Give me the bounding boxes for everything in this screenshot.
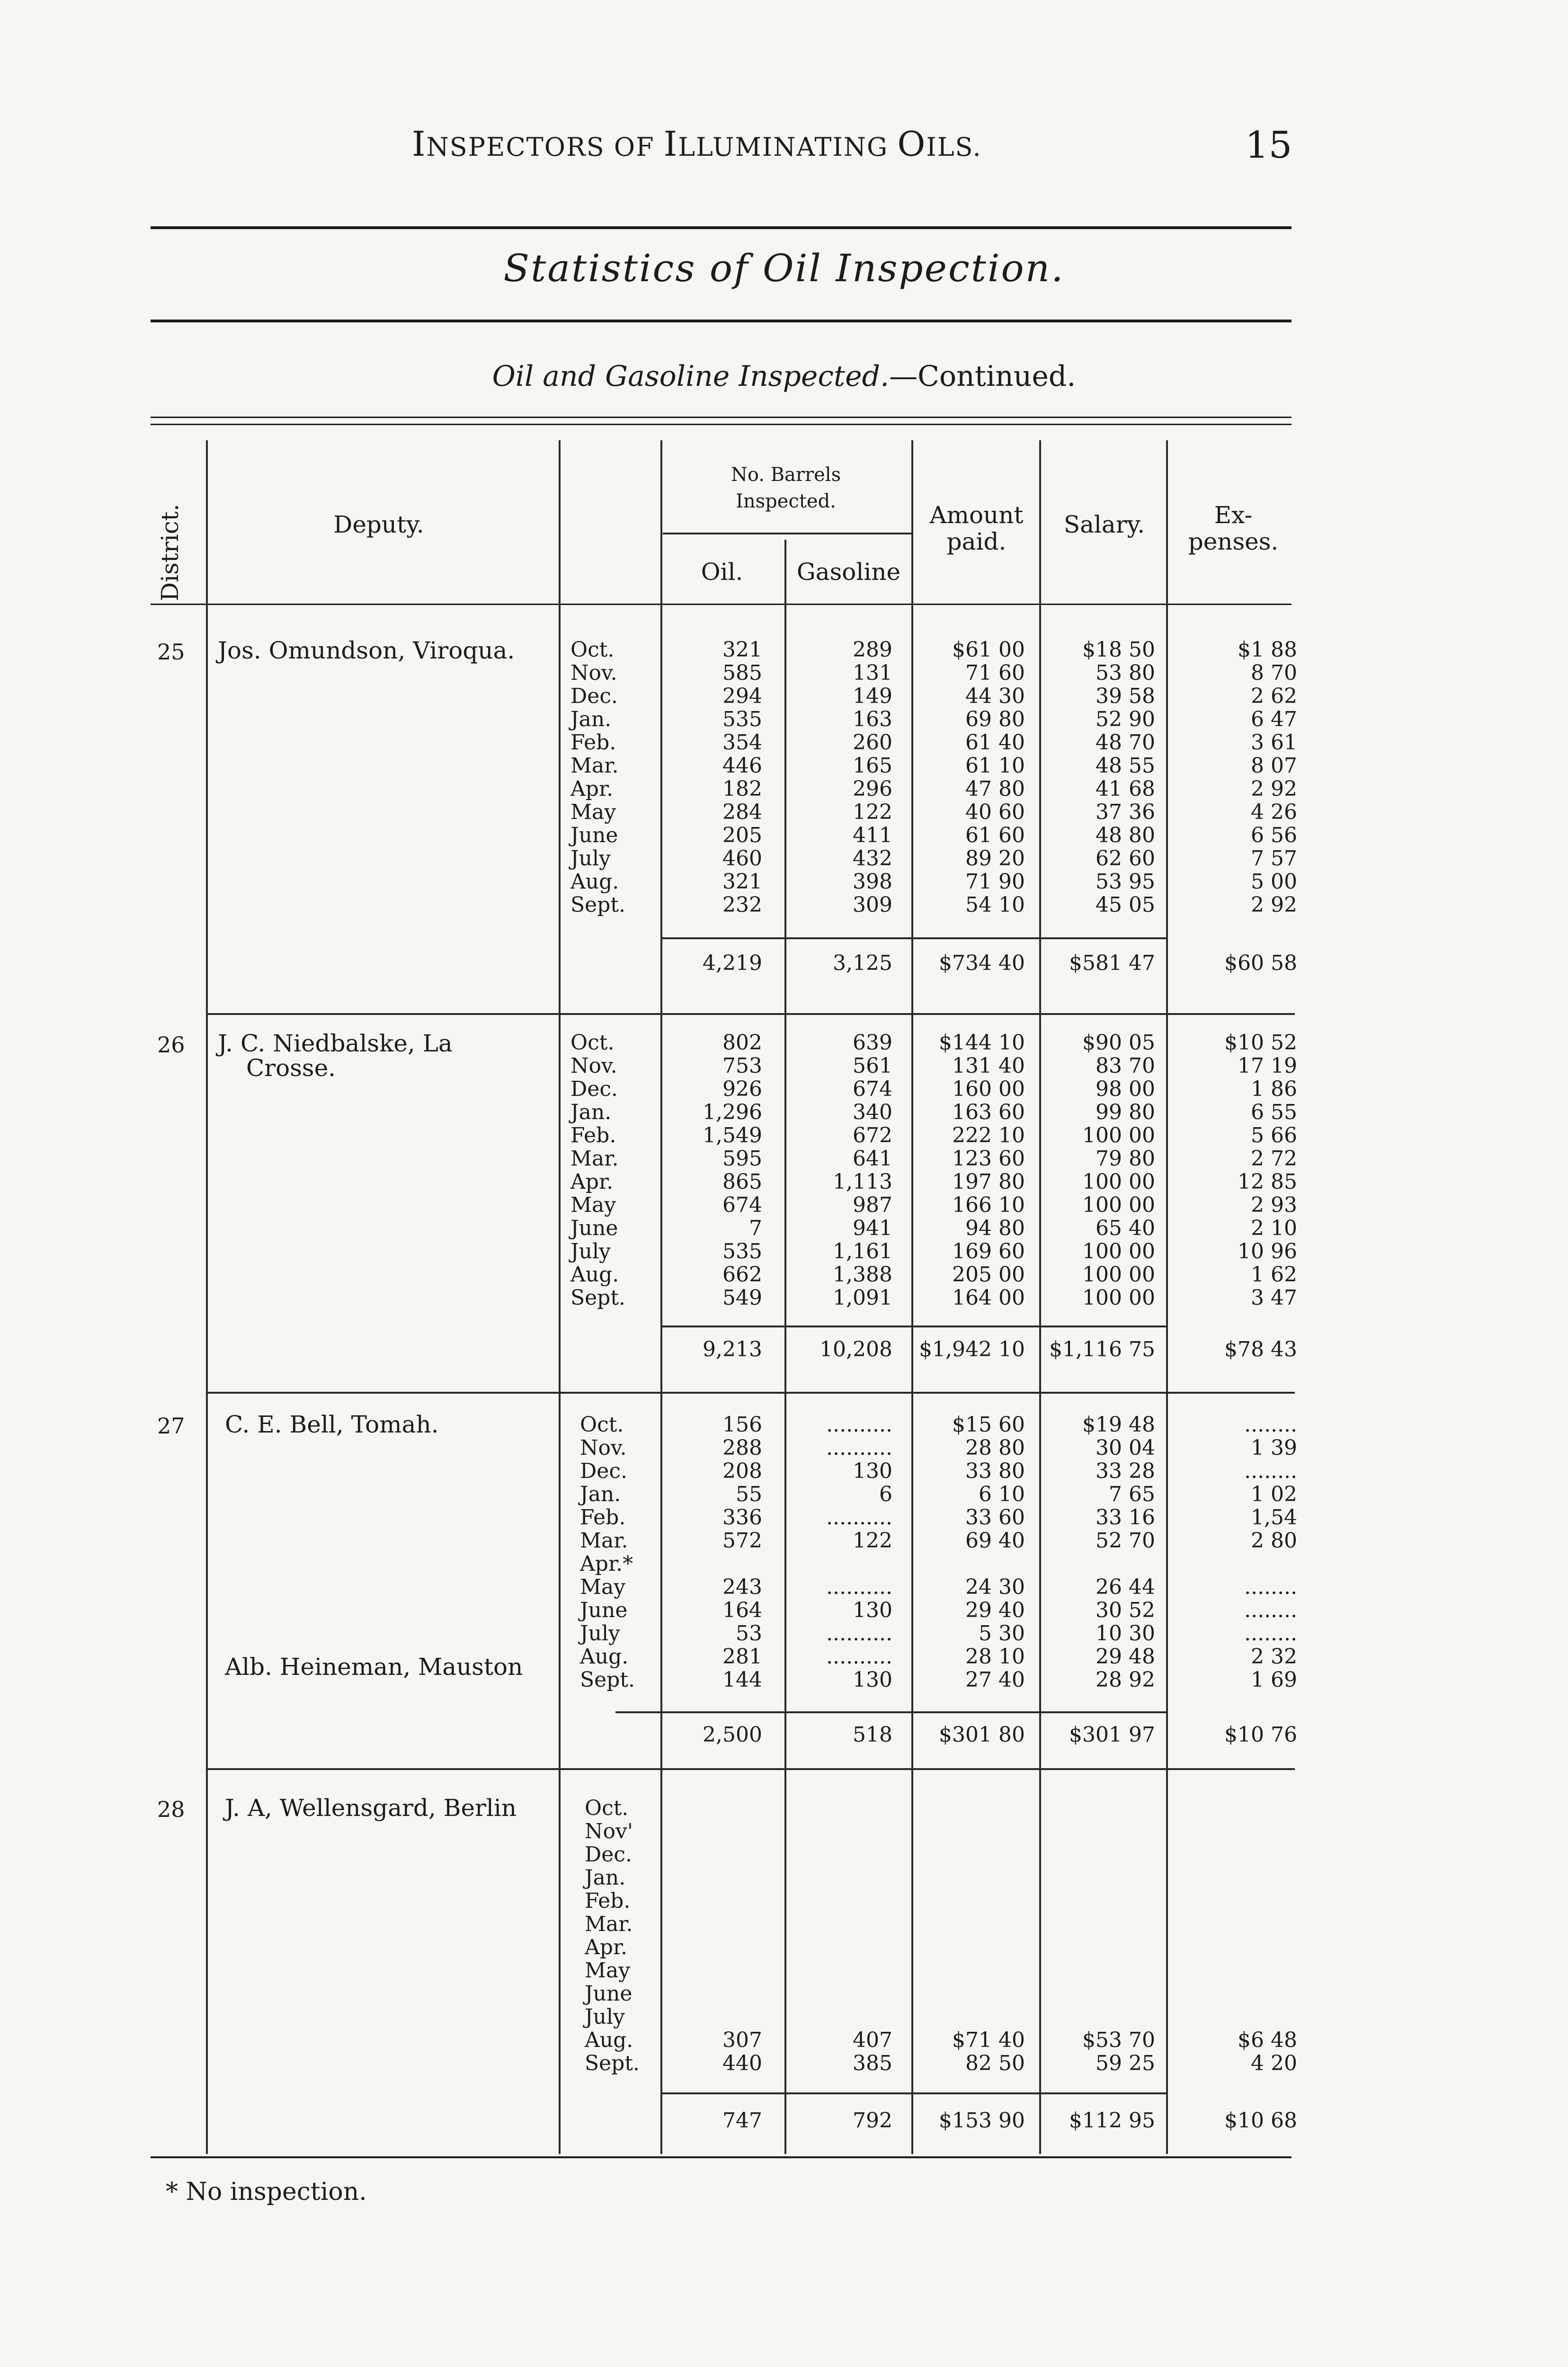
- deputy-header: Deputy.: [333, 511, 424, 538]
- amount-values: $15 60 28 80 33 80 6 10 33 60 69 40 24 30 29 40 5 30 28 10 27 40: [952, 1413, 1025, 1692]
- total-oil: 4,219: [703, 951, 762, 975]
- col-rule-deputy: [559, 440, 561, 2154]
- total-oil: 2,500: [703, 1723, 762, 1747]
- total-salary: $301 97: [1069, 1723, 1155, 1747]
- subtotal-rule: [660, 1326, 1167, 1327]
- gasoline-values: .......... .......... 130 6 .......... 122 .......... 130 .......... .......... 130: [826, 1413, 892, 1692]
- total-gasoline: 518: [853, 1723, 892, 1747]
- salary-values: $19 48 30 04 33 28 7 65 33 16 52 70 26 44 30 52 10 30 29 48 28 92: [1082, 1413, 1155, 1692]
- month-list: Oct. Nov. Dec. Jan. Feb. Mar. Apr. May June July Aug. Sept.: [570, 1031, 626, 1310]
- oil-values: 156 288 208 55 336 572 243 164 53 281 144: [722, 1413, 762, 1692]
- oil-values: 307 440: [722, 2028, 762, 2075]
- col-rule-district: [206, 440, 208, 2154]
- deputy-name: C. E. Bell, Tomah.: [225, 1411, 439, 1438]
- gasoline-values: 407 385: [853, 2028, 892, 2075]
- oil-values: 802 753 926 1,296 1,549 595 865 674 7 535 662 549: [703, 1031, 762, 1310]
- total-salary: $112 95: [1069, 2109, 1155, 2133]
- salary-values: $90 05 83 70 98 00 99 80 100 00 79 80 100 00 100 00 65 40 100 00 100 00 100 00: [1082, 1031, 1155, 1310]
- deputy-name: Jos. Omundson, Viroqua.: [218, 637, 515, 664]
- district-separator: [206, 1392, 1295, 1394]
- district-number: 27: [157, 1413, 185, 1439]
- salary-header: Salary.: [1063, 511, 1145, 538]
- col-rule-month: [660, 440, 662, 2154]
- total-expenses: $78 43: [1224, 1337, 1297, 1361]
- salary-values: $18 50 53 80 39 58 52 90 48 70 48 55 41 68 37 36 48 80 62 60 53 95 45 05: [1082, 638, 1155, 917]
- gasoline-values: 289 131 149 163 260 165 296 122 411 432 398 309: [853, 638, 892, 917]
- amount-values: $71 40 82 50: [952, 2028, 1025, 2075]
- total-oil: 9,213: [703, 1337, 762, 1361]
- table-top-rule: [151, 417, 1292, 418]
- amount-values: $144 10 131 40 160 00 163 60 222 10 123 60 197 80 166 10 94 80 169 60 205 00 164 00: [939, 1031, 1025, 1310]
- total-gasoline: 3,125: [833, 951, 892, 975]
- district-number: 28: [157, 1797, 185, 1822]
- total-expenses: $10 76: [1224, 1723, 1297, 1747]
- header-bottom-rule: [151, 604, 1292, 605]
- expenses-values: $6 48 4 20: [1238, 2028, 1297, 2075]
- salary-values: $53 70 59 25: [1082, 2028, 1155, 2075]
- month-list: Oct. Nov' Dec. Jan. Feb. Mar. Apr. May June July Aug. Sept.: [585, 1796, 640, 2075]
- district-separator: [206, 1768, 1295, 1770]
- table-subtitle: Oil and Gasoline Inspected.—Continued.: [492, 360, 1076, 393]
- expenses-values: $10 52 17 19 1 86 6 55 5 66 2 72 12 85 2 93 2 10 10 96 1 62 3 47: [1224, 1031, 1297, 1310]
- deputy-name: J. C. Niedbalske, La: [218, 1030, 453, 1057]
- subtotal-rule: [660, 2092, 1167, 2094]
- footnote: * No inspection.: [166, 2178, 367, 2206]
- title-rule: [151, 320, 1292, 322]
- subtotal-rule: [615, 1711, 1167, 1713]
- amount-header: Amount paid.: [929, 501, 1024, 555]
- amount-values: $61 00 71 60 44 30 69 80 61 40 61 10 47 80 40 60 61 60 89 20 71 90 54 10: [952, 638, 1025, 917]
- deputy-name-cont: Crosse.: [246, 1054, 336, 1082]
- oil-values: 321 585 294 535 354 446 182 284 205 460 321 232: [722, 638, 762, 917]
- deputy-name: J. A, Wellensgard, Berlin: [225, 1794, 517, 1822]
- month-list: Oct. Nov. Dec. Jan. Feb. Mar. Apr.* May June July Aug. Sept.: [580, 1413, 635, 1692]
- oil-header: Oil.: [701, 558, 743, 586]
- total-amount: $734 40: [939, 951, 1025, 975]
- deputy-name-second: Alb. Heineman, Mauston: [225, 1653, 523, 1681]
- expenses-values: $1 88 8 70 2 62 6 47 3 61 8 07 2 92 4 26 6 56 7 57 5 00 2 92: [1238, 638, 1297, 917]
- district-separator: [206, 1013, 1295, 1015]
- district-number: 25: [157, 639, 185, 665]
- total-amount: $153 90: [939, 2109, 1025, 2133]
- table-top-rule-2: [151, 424, 1292, 425]
- expenses-header: Ex- penses.: [1188, 501, 1279, 555]
- col-rule-amount: [1039, 440, 1041, 2154]
- district-header: District.: [156, 504, 184, 601]
- running-head: INSPECTORS OF ILLUMINATING OILS.: [412, 124, 982, 164]
- barrels-header: No. Barrels Inspected.: [731, 464, 841, 512]
- top-rule: [151, 226, 1292, 229]
- barrels-divider: [663, 533, 911, 534]
- gasoline-values: 639 561 674 340 672 641 1,113 987 941 1,161 1,388 1,091: [833, 1031, 892, 1310]
- district-number: 26: [157, 1032, 185, 1058]
- total-salary: $581 47: [1069, 951, 1155, 975]
- total-expenses: $60 58: [1224, 951, 1297, 975]
- col-rule-gasoline: [911, 440, 913, 2154]
- col-rule-salary: [1166, 440, 1168, 2154]
- total-amount: $1,942 10: [919, 1337, 1025, 1361]
- subtotal-rule: [660, 937, 1167, 939]
- expenses-values: ........ 1 39 ........ 1 02 1,54 2 80 ........ ........ ........ 2 32 1 69: [1244, 1413, 1297, 1692]
- month-list: Oct. Nov. Dec. Jan. Feb. Mar. Apr. May June July Aug. Sept.: [570, 638, 626, 917]
- total-salary: $1,116 75: [1049, 1337, 1155, 1361]
- gasoline-header: Gasoline: [796, 558, 901, 586]
- total-expenses: $10 68: [1224, 2109, 1297, 2133]
- table-bottom-rule: [151, 2156, 1292, 2158]
- total-gasoline: 10,208: [820, 1337, 892, 1361]
- total-oil: 747: [722, 2109, 762, 2133]
- total-amount: $301 80: [939, 1723, 1025, 1747]
- page-title: Statistics of Oil Inspection.: [503, 246, 1065, 290]
- total-gasoline: 792: [853, 2109, 892, 2133]
- page-number: 15: [1245, 124, 1292, 167]
